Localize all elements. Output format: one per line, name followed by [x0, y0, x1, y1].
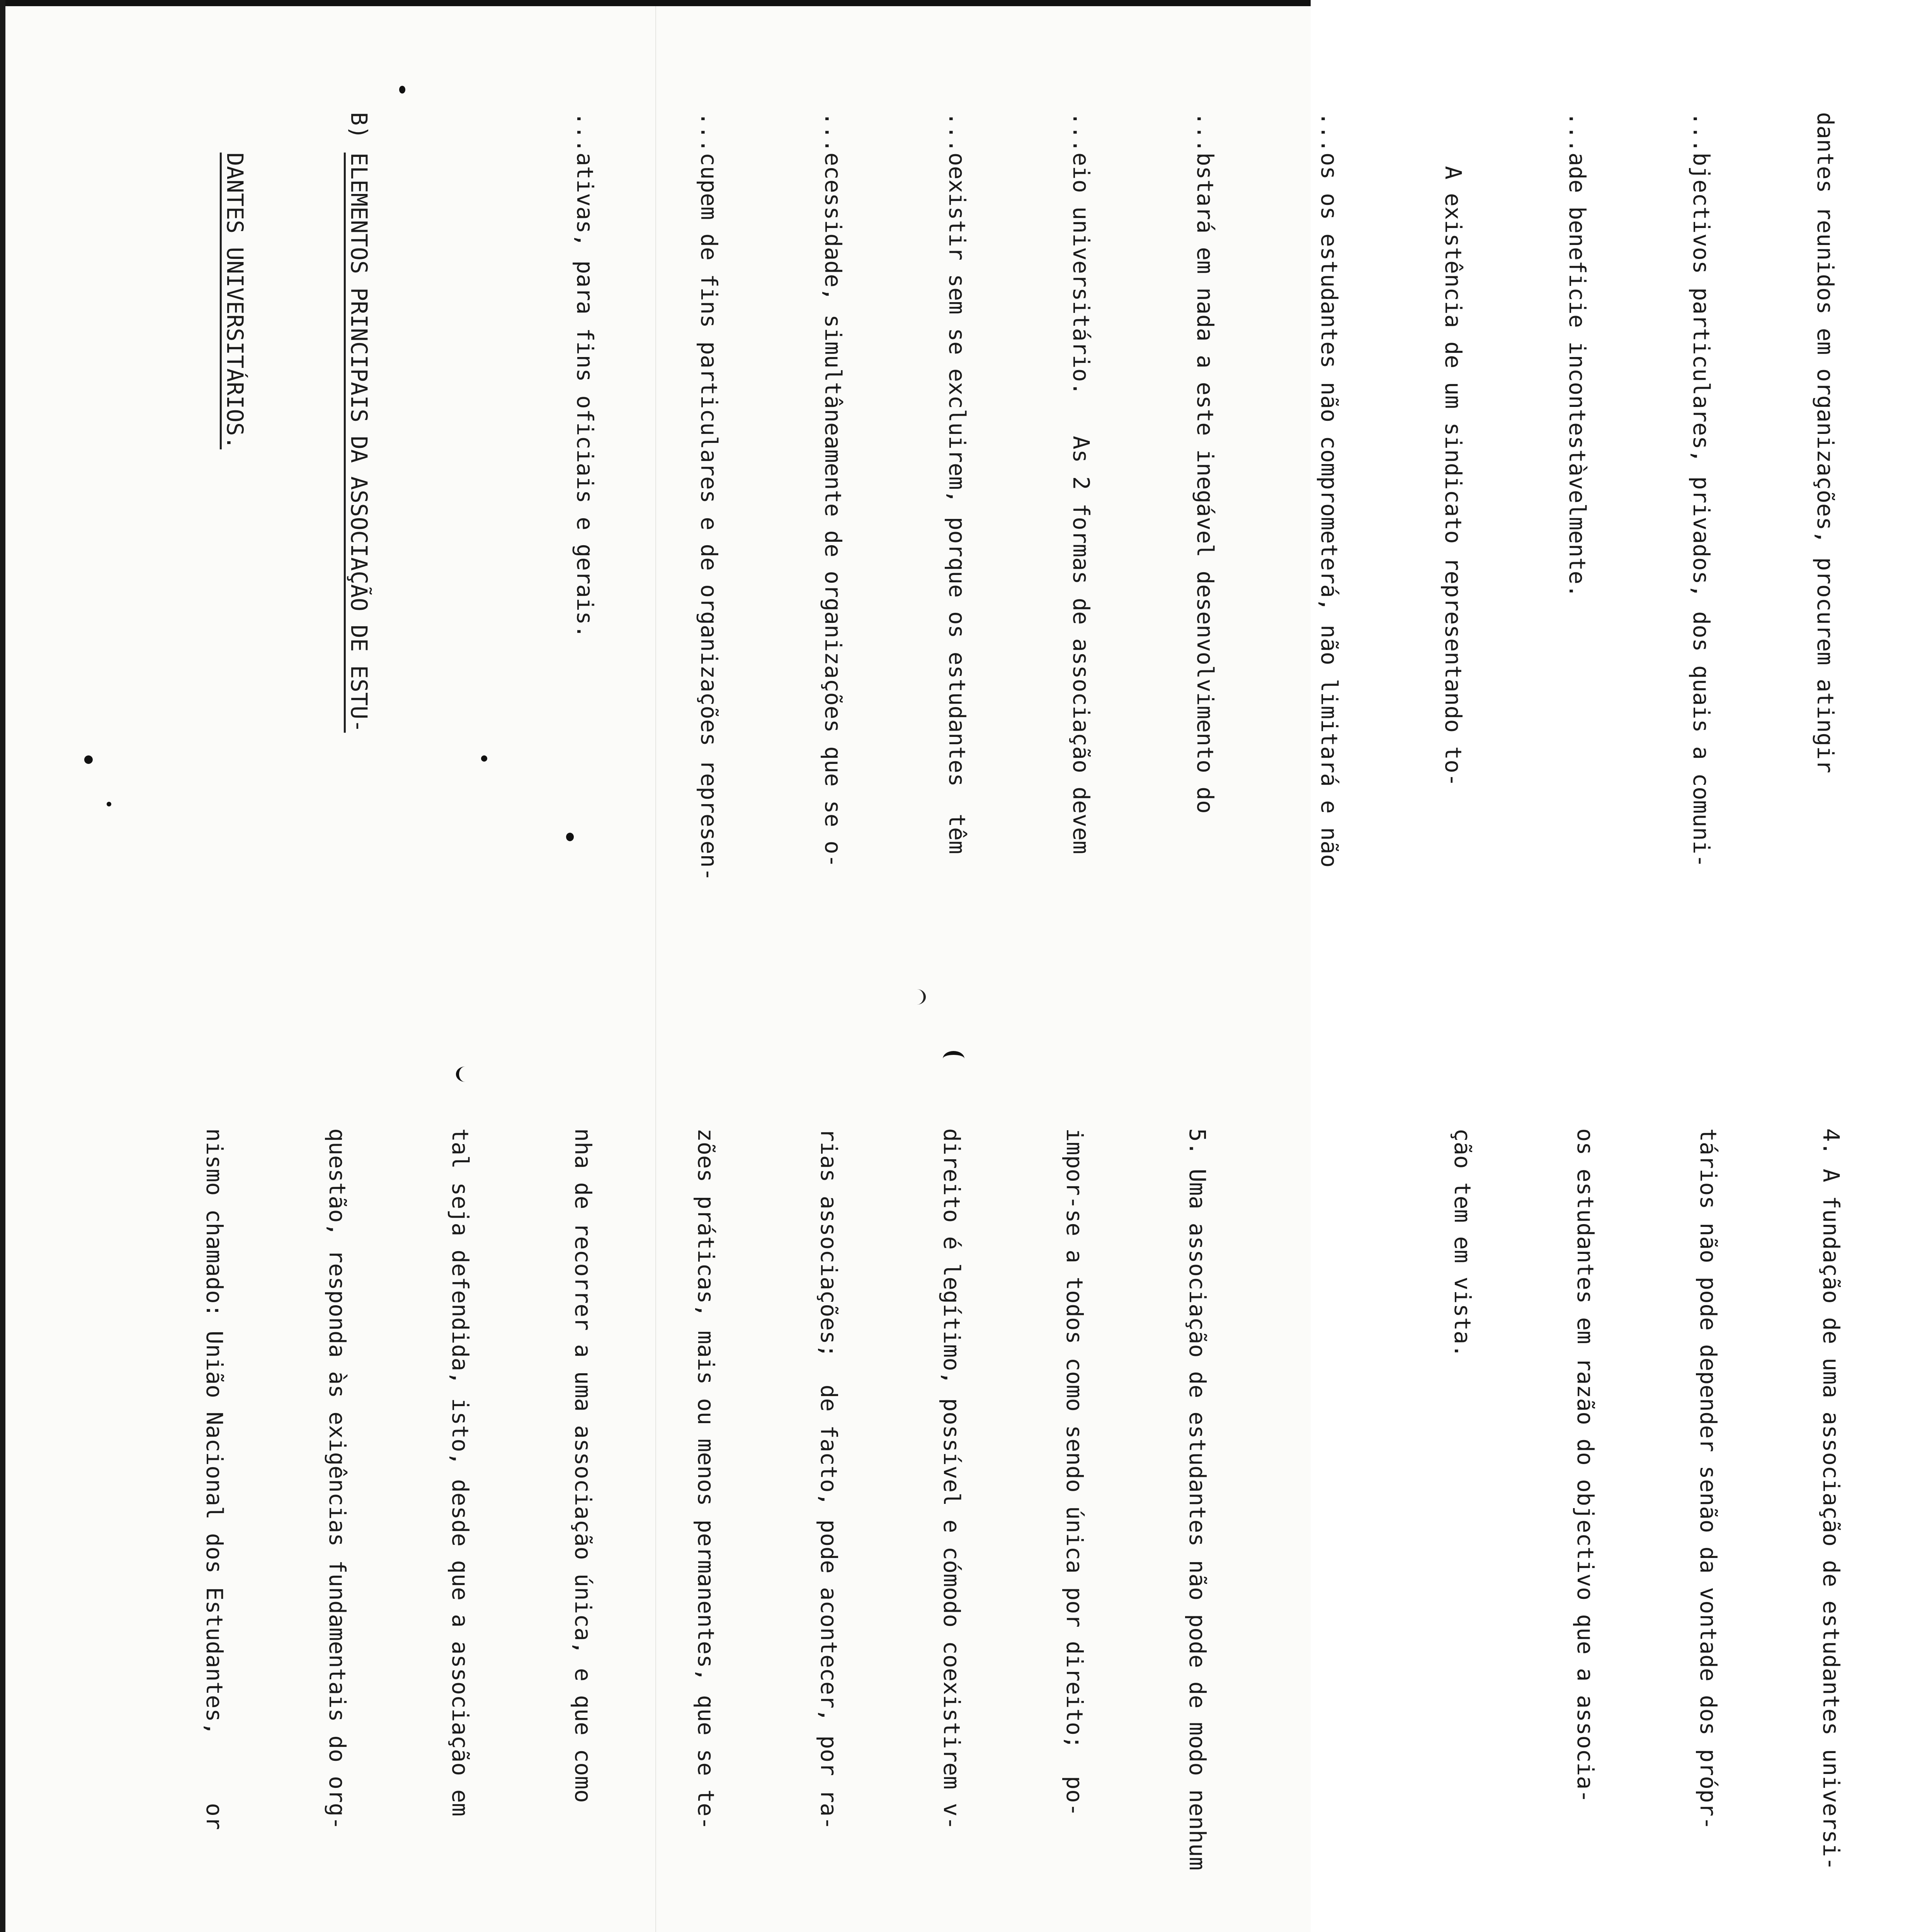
scan-mark	[943, 1051, 964, 1066]
text-line: ...ecessidade, simultâneamente de organizações que se o-	[820, 112, 846, 868]
scan-border-top	[0, 0, 1311, 6]
scan-mark	[456, 1066, 474, 1082]
text-line	[1929, 112, 1932, 1086]
text-line: nha de recorrer a uma associação única, e que como	[570, 1128, 596, 1803]
scan-border-left	[0, 0, 5, 1932]
text-line: tal seja defendida, isto, desde que a associação em	[447, 1128, 473, 1816]
text-line: ...bjectivos particulares, privados, dos quais a comuni-	[1688, 112, 1714, 868]
spacer	[462, 112, 481, 1086]
text-line: A existência de um sindicato representando to-	[1440, 112, 1466, 787]
text-line: ...bstará em nada a este inegável desenvolvimento do	[1192, 112, 1218, 814]
ink-blot	[84, 755, 93, 764]
text-line: nismo chamado: União Nacional dos Estudantes, or	[201, 1128, 228, 1830]
text-line: ...cupem de fins particulares e de organizações represen-	[696, 112, 722, 881]
ink-blot	[107, 802, 111, 806]
text-line: ...os os estudantes não comprometerá, não limitará e não	[1316, 112, 1342, 868]
section-b-heading-continued	[214, 112, 255, 1086]
point-number: 5.	[1184, 1128, 1211, 1155]
spacer	[1341, 1128, 1360, 1932]
point-5-first-line	[1177, 1128, 1218, 1932]
text-line: impor-se a todos como sendo única por direito; po-	[1061, 1128, 1088, 1816]
text-line: ...ativas, para fins oficiais e gerais.	[572, 112, 598, 638]
text-line: Uma associação de estudantes não pode de modo nenhum	[1184, 1168, 1211, 1871]
points-column	[112, 1128, 1932, 1932]
text-line: ...oexistir sem se excluirem, porque os estudantes têm	[944, 112, 970, 854]
section-b-label: B)	[346, 112, 372, 139]
ink-blot	[566, 833, 574, 841]
text-line: ção tem em vista.	[1449, 1128, 1476, 1358]
ink-blot	[481, 755, 487, 762]
text-line: os estudantes em razão do objectivo que a associa-	[1572, 1128, 1599, 1803]
section-a-column	[131, 112, 1932, 1086]
text-line: tários não pode depender senão da vontade dos própr-	[1695, 1128, 1721, 1830]
text-line: A fundação de uma associação de estudantes universi-	[1818, 1168, 1844, 1871]
text-line: dantes reunidos em organizações, procurem atingir	[1812, 112, 1838, 774]
scan-mark	[908, 989, 926, 1005]
text-line: ...eio universitário. As 2 formas de associação devem	[1068, 112, 1094, 854]
text-line: rias associações; de facto, pode acontecer, por ra-	[816, 1128, 842, 1830]
text-line: ...ade beneficie incontestàvelmente.	[1564, 112, 1590, 598]
text-line: questão, responda às exigências fundamentais do org-	[324, 1128, 350, 1830]
section-b-heading	[338, 112, 379, 1086]
section-b-heading-line2: DANTES UNIVERSITÁRIOS.	[222, 152, 248, 449]
text-line: zões práticas, mais ou menos permanentes, que se te-	[693, 1128, 719, 1830]
text-line: direito é legítimo, possível e cómodo coexistirem v-	[939, 1128, 965, 1830]
point-number: 4.	[1818, 1128, 1844, 1155]
section-b-heading-line1: ELEMENTOS PRINCIPAIS DA ASSOCIAÇÃO DE ESTU-	[346, 152, 372, 733]
point-4-first-line	[1811, 1128, 1852, 1932]
ink-blot	[399, 86, 405, 94]
